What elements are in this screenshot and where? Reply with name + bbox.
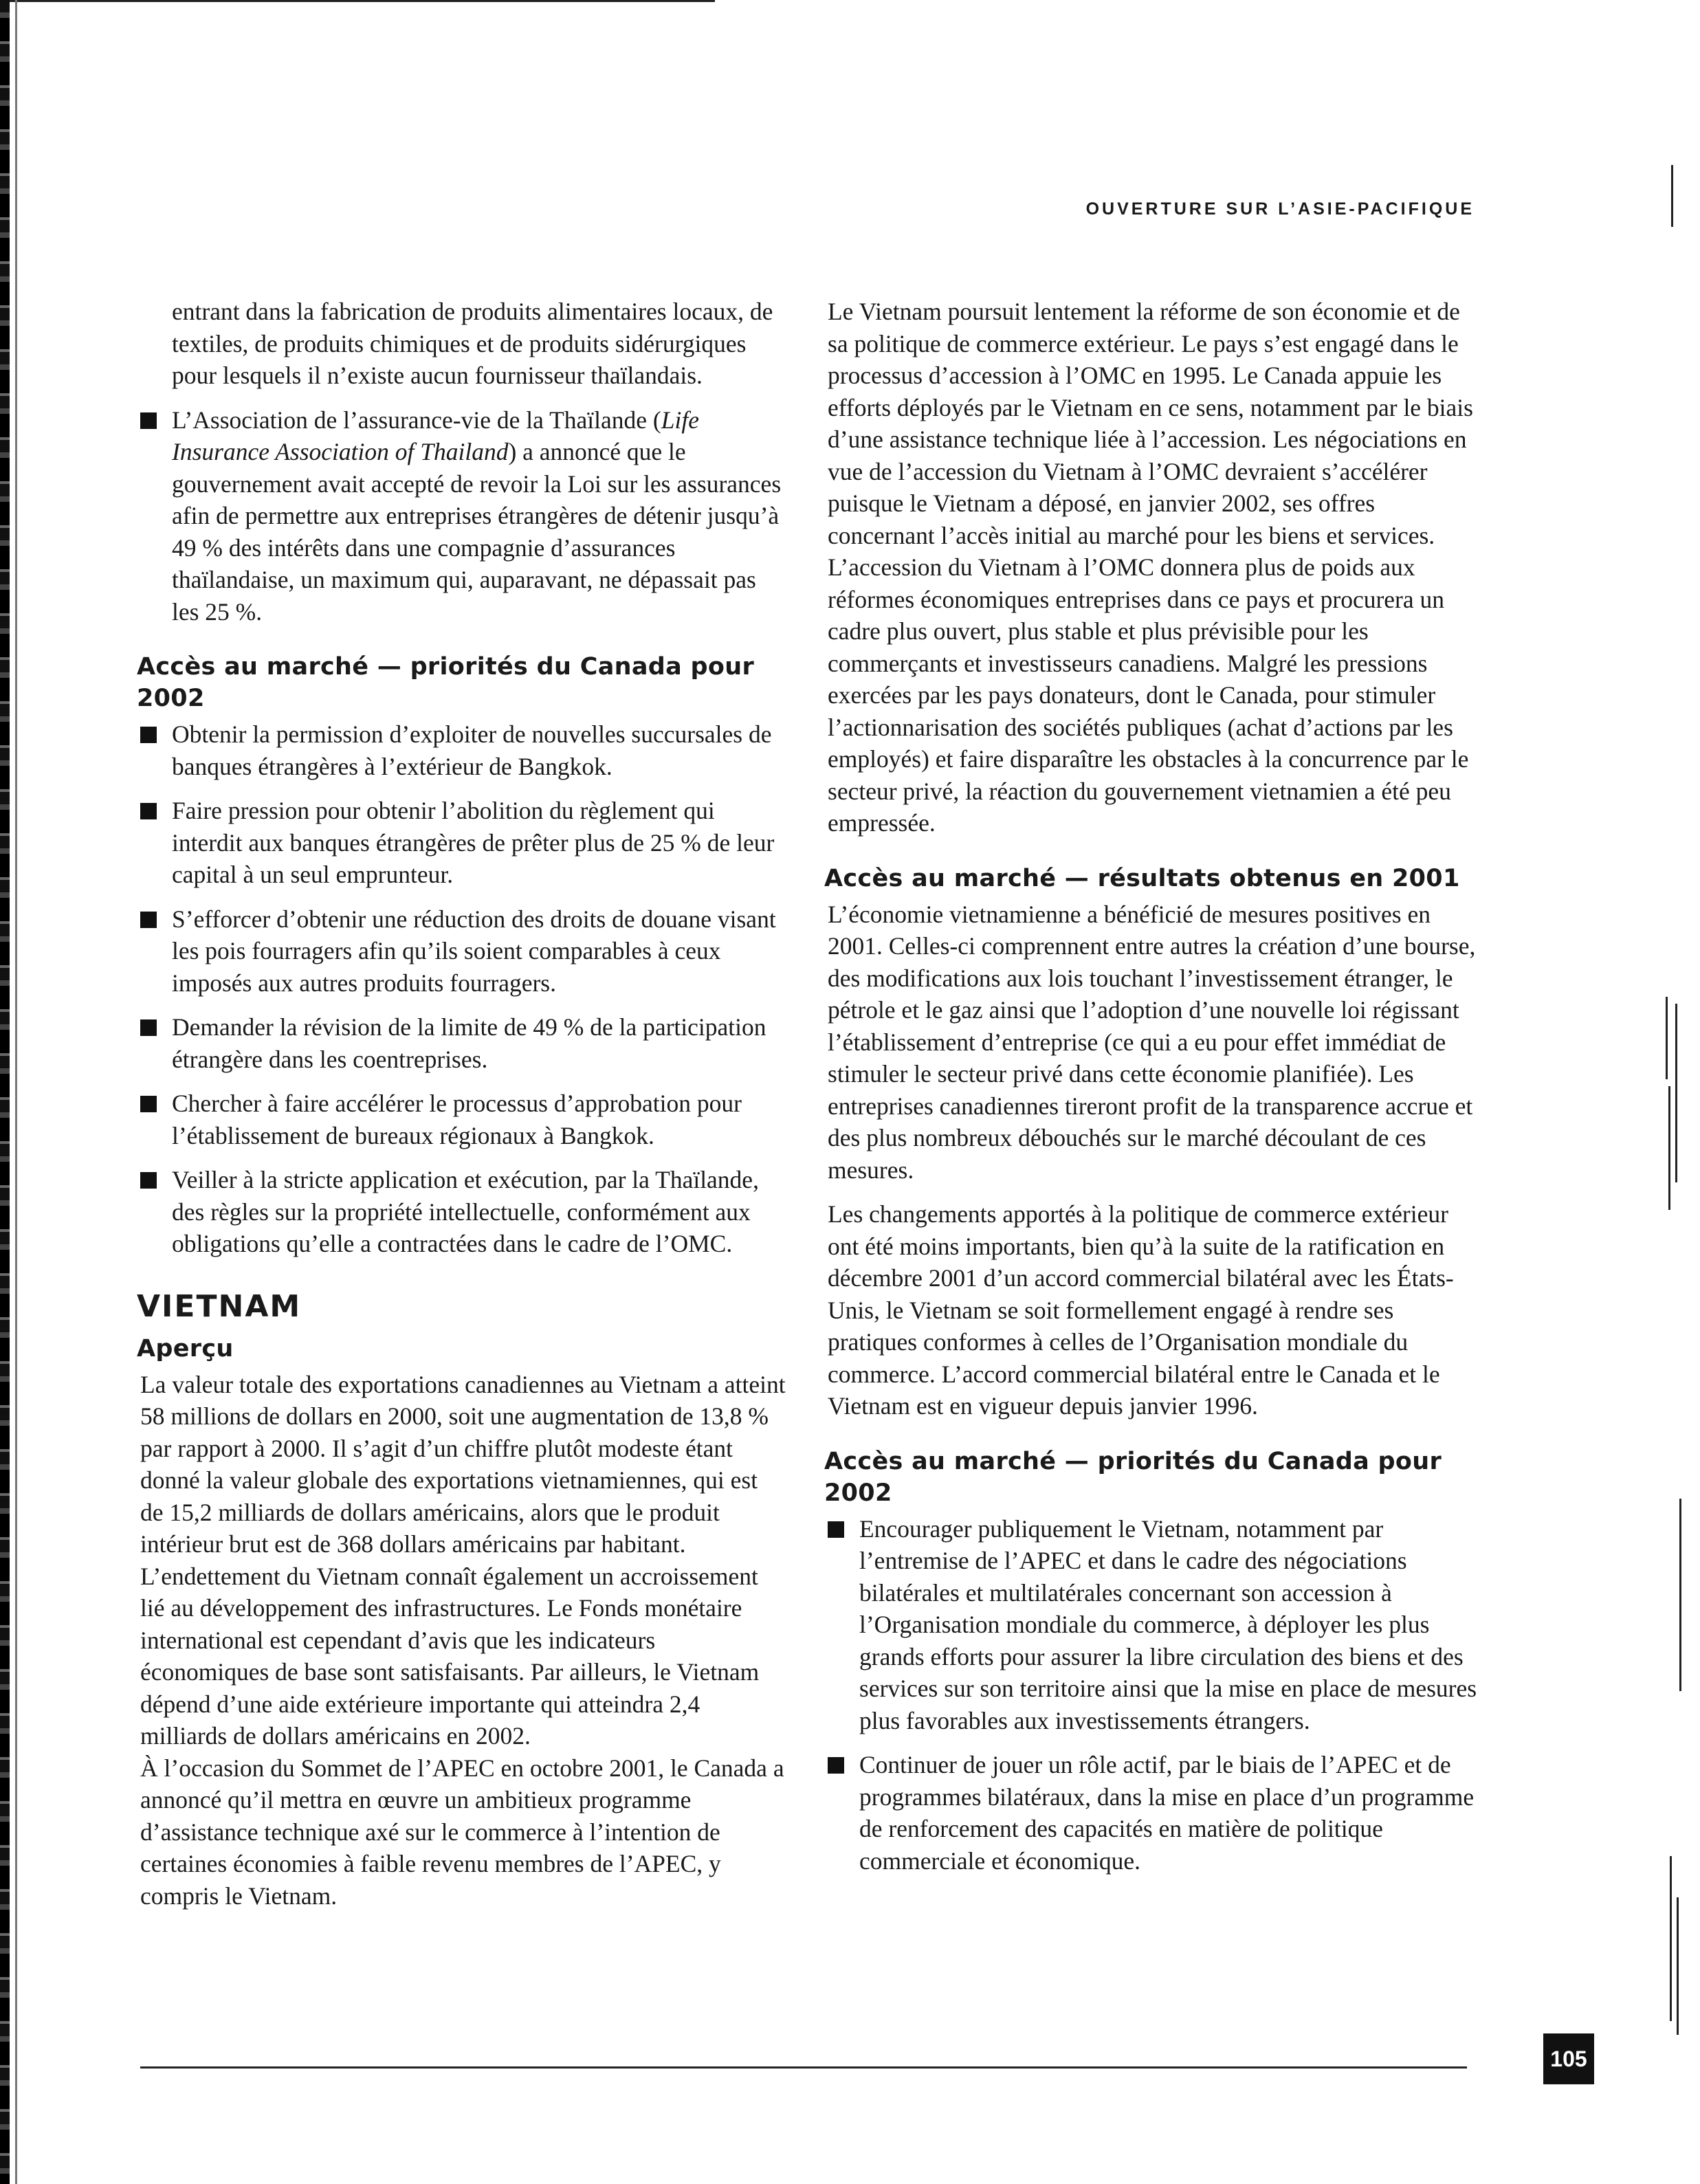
section-heading-priorities-vietnam: Accès au marché — priorités du Canada pour 2002: [824, 1447, 1442, 1507]
list-item: [140, 1088, 786, 1151]
list-item: [828, 1749, 1477, 1877]
bullet-text-before: L’Association de l’assurance-vie de la Thaïlande (: [172, 406, 661, 434]
page-number: 105: [1543, 2033, 1594, 2084]
bullet-continuation: entrant dans la fabrication de produits alimentaires locaux, de textiles, de produits chimiques et de produits sidérurgiques pour lesquels il n’existe aucun fournisseur thaïlandais.: [172, 298, 773, 389]
list-item: [140, 718, 786, 782]
overview-paragraph: À l’occasion du Sommet de l’APEC en octobre 2001, le Canada a annoncé qu’il mettra en œuvre un ambitieux programme d’assistance technique axé sur le commerce à l’intention de certaines économies à faible revenu membres de l’APEC, y compris le Vietnam.: [140, 1754, 784, 1910]
scan-edge-shadow: [0, 0, 10, 2184]
square-bullet-icon: [828, 1757, 844, 1774]
square-bullet-icon: [140, 1019, 157, 1036]
square-bullet-icon: [140, 912, 157, 928]
list-item-text: Faire pression pour obtenir l’abolition du règlement qui interdit aux banques étrangères de prêter plus de 25 % de leur capital à un seul emprunteur.: [172, 797, 775, 888]
square-bullet-icon: [140, 412, 157, 429]
body-paragraph: Le Vietnam poursuit lentement la réforme de son économie et de sa politique de commerce extérieur. Le pays s’est engagé dans le processus d’accession à l’OMC en 1995. Le Canada appuie les efforts déployés par le Vietnam en ce sens, notamment par le biais d’une assistance technique liée à l’accession. Les négociations en vue de l’accession du Vietnam à l’OMC devraient s’accélérer puisque le Vietnam a déposé, en janvier 2002, ses offres concernant l’accès initial au marché pour les biens et services. L’accession du Vietnam à l’OMC donnera plus de poids aux réformes économiques entreprises dans ce pays et procurera un cadre plus ouvert, plus stable et plus prévisible pour les commerçants et investisseurs canadiens. Malgré les pressions exercées par les pays donateurs, dont le Canada, pour stimuler l’actionnarisation des sociétés publiques (achat d’actions par les employés) et faire disparaître les obstacles à la concurrence par le secteur privé, la réaction du gouvernement vietnamien a été peu empressée.: [828, 298, 1473, 837]
list-item: [140, 795, 786, 891]
list-item: [140, 404, 786, 628]
right-column: [824, 296, 1477, 1889]
section-heading-overview: Aperçu: [137, 1334, 234, 1363]
list-item-text: Continuer de jouer un rôle actif, par le biais de l’APEC et de programmes bilatéraux, dans la mise en place d’un programme de renforcement des capacités en matière de politique commerciale et économique.: [859, 1751, 1475, 1875]
body-paragraph: Les changements apportés à la politique de commerce extérieur ont été moins importants, bien qu’à la suite de la ratification en décembre 2001 d’un accord commercial bilatéral avec les États-Unis, le Vietnam se soit formellement engagé à rendre ses pratiques conformes à celles de l’Organisation mondiale du commerce. L’accord commercial bilatéral entre le Canada et le Vietnam est en vigueur depuis janvier 1996.: [828, 1200, 1454, 1420]
list-item-text: Demander la révision de la limite de 49 % de la participation étrangère dans les coentreprises.: [172, 1013, 766, 1073]
overview-paragraph: La valeur totale des exportations canadiennes au Vietnam a atteint 58 millions de dollars en 2000, soit une augmentation de 13,8 % par rapport à 2000. Il s’agit d’un chiffre plutôt modeste étant donné la valeur globale des exportations vietnamiennes, qui est de 15,2 milliards de dollars américains, alors que le produit intérieur brut est de 368 dollars américains par habitant. L’endettement du Vietnam connaît également un accroissement lié au développement des infrastructures. Le Fonds monétaire international est cependant d’avis que les indicateurs économiques de base sont satisfaisants. Par ailleurs, le Vietnam dépend d’une aide extérieure importante qui atteindra 2,4 milliards de dollars américains en 2002.: [140, 1370, 786, 1750]
top-rule: [0, 0, 715, 2]
square-bullet-icon: [828, 1521, 844, 1538]
section-heading-results: Accès au marché — résultats obtenus en 2001: [824, 864, 1460, 892]
list-item: [140, 1164, 786, 1260]
list-item-text: Veiller à la stricte application et exécution, par la Thaïlande, des règles sur la propriété intellectuelle, conformément aux obligations qu’elle a contractées dans le cadre de l’OMC.: [172, 1166, 759, 1257]
scan-right-marks: [1659, 0, 1700, 2184]
list-item-text: S’efforcer d’obtenir une réduction des droits de douane visant les pois fourragers afin qu’ils soient comparables à ceux imposés aux autres produits fourragers.: [172, 905, 776, 997]
thailand-results-list: [140, 404, 786, 628]
body-paragraph: L’économie vietnamienne a bénéficié de mesures positives en 2001. Celles-ci comprennent entre autres la création d’une bourse, des modifications aux lois touchant l’investissement étranger, le pétrole et le gaz ainsi que l’adoption d’une nouvelle loi régissant l’établissement d’entreprise (ce qui a eu pour effet immédiat de stimuler le secteur privé dans cette économie planifiée). Les entreprises canadiennes tireront profit de la transparence accrue et des plus nombreux débouchés sur le marché découlant de ces mesures.: [828, 900, 1476, 1184]
country-heading-vietnam: VIETNAM: [137, 1288, 302, 1324]
list-item-text: Chercher à faire accélérer le processus d’approbation pour l’établissement de bureaux régionaux à Bangkok.: [172, 1090, 742, 1149]
thailand-priorities-list: [140, 718, 786, 1260]
footer-rule: [140, 2066, 1467, 2069]
list-item-text: Encourager publiquement le Vietnam, notamment par l’entremise de l’APEC et dans le cadre des négociations bilatérales et multilatérales concernant son accession à l’Organisation mondiale du commerce, à déployer les plus grands efforts pour assurer la libre circulation des biens et des services sur son territoire ainsi que la mise en place de mesures plus favorables aux investissements étrangers.: [859, 1514, 1477, 1734]
list-item: [140, 1011, 786, 1075]
list-item: [140, 903, 786, 1000]
list-item-text: Obtenir la permission d’exploiter de nouvelles succursales de banques étrangères à l’extérieur de Bangkok.: [172, 720, 772, 780]
bullet-text-italic: Life Insurance Association of Thailand: [172, 406, 699, 465]
bullet-text-after: ) a annoncé que le gouvernement avait accepté de revoir la Loi sur les assurances afin de permettre aux entreprises étrangères de détenir jusqu’à 49 % des intérêts dans une compagnie d’assurances thaïlandaise, un maximum qui, auparavant, ne dépassait pas les 25 %.: [172, 438, 782, 626]
vietnam-priorities-list: [828, 1513, 1477, 1877]
list-item: [828, 1513, 1477, 1737]
square-bullet-icon: [140, 1172, 157, 1189]
square-bullet-icon: [140, 803, 157, 819]
section-heading-priorities-thailand: Accès au marché — priorités du Canada pour 2002: [137, 653, 755, 712]
running-head: OUVERTURE SUR L’ASIE-PACIFIQUE: [1085, 199, 1475, 219]
square-bullet-icon: [140, 1096, 157, 1112]
square-bullet-icon: [140, 727, 157, 743]
left-column: [137, 296, 786, 1924]
scan-edge-line: [15, 0, 17, 2184]
